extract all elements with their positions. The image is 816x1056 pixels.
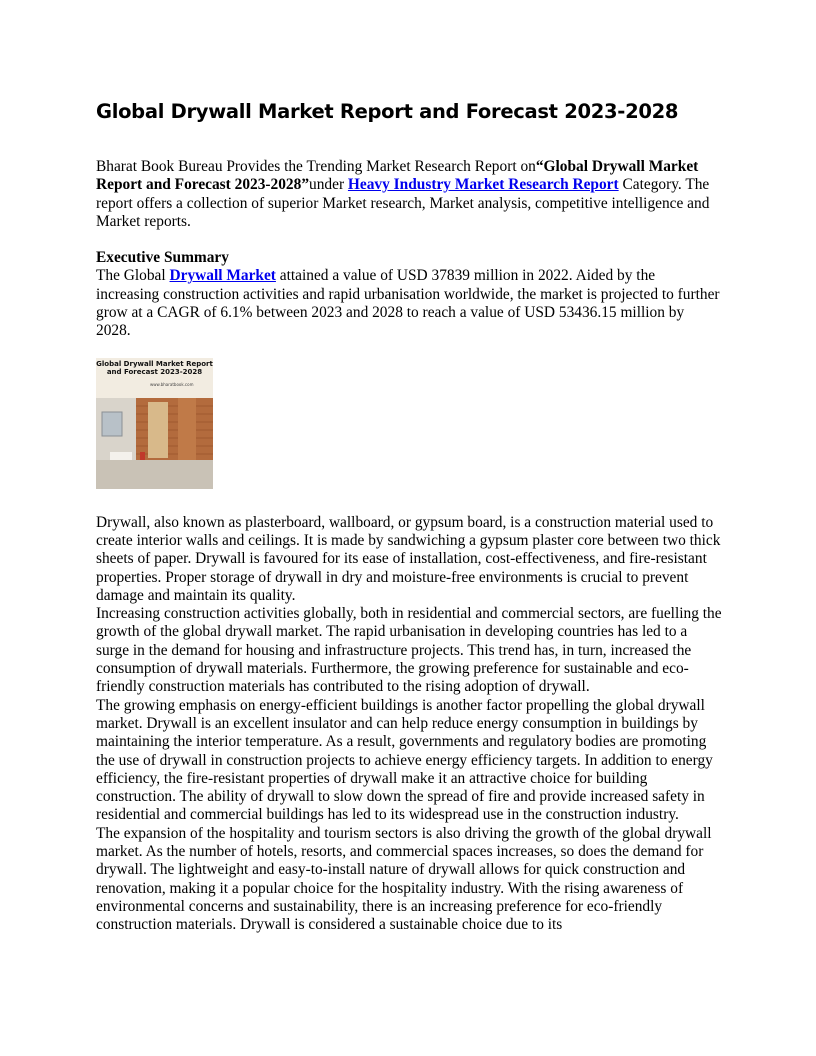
report-cover-image [96,358,213,489]
intro-paragraph [96,158,722,231]
drywall-market-link[interactable]: Drywall Market [169,267,276,285]
intro-text-3: Category. The report offers a collection of superior Market research, Market analysis, competitive intelligence and Market reports. [96,176,710,230]
document-page [96,98,722,935]
page-title: Global Drywall Market Report and Forecast 2023-2028 [96,100,679,123]
executive-summary-heading: Executive Summary [96,249,229,267]
body-paragraph-3: The growing emphasis on energy-efficient buildings is another factor propelling the global drywall market. Drywall is an excellent insulator and can help reduce energy consumption in buildings by maintaining the interior temperature. As a result, governments and regulatory bodies are promoting the use of drywall in construction projects to achieve energy efficiency targets. In addition to energy efficiency, the fire-resistant properties of drywall make it an attractive choice for building construction. The ability of drywall to slow down the spread of fire and provide increased safety in residential and commercial buildings has led to its widespread use in the construction industry. [96,696,713,824]
body-paragraph-4: The expansion of the hospitality and tourism sectors is also driving the growth of the global drywall market. As the number of hotels, resorts, and commercial spaces increases, so does the demand for drywall. The lightweight and easy-to-install nature of drywall allows for quick construction and renovation, making it a popular choice for the hospitality industry. With the rising awareness of environmental concerns and sustainability, there is an increasing preference for eco-friendly construction materials. Drywall is considered a sustainable choice due to its [96,824,712,934]
heavy-industry-report-link[interactable]: Heavy Industry Market Research Report [347,176,619,194]
summary-text-2: attained a value of USD 37839 million in 2022. Aided by the increasing construction activities and rapid urbanisation worldwide, the market is projected to further grow at a CAGR of 6.1% between 2023 and 2028 to reach a value of USD 53436.15 million by 2028. [96,267,720,340]
intro-text-1: Bharat Book Bureau Provides the Trending Market Research Report on [96,158,536,175]
room-illustration [96,398,213,489]
executive-summary-paragraph [96,267,722,340]
intro-text-2: under [309,176,348,194]
body-paragraph-1: Drywall, also known as plasterboard, wallboard, or gypsum board, is a construction material used to create interior walls and ceilings. It is made by sandwiching a gypsum plaster core between two thick sheets of paper. Drywall is favoured for its ease of installation, cost-effectiveness, and fire-resistant properties. Proper storage of drywall in dry and moisture-free environments is crucial to prevent damage and maintain its quality. [96,513,721,604]
cover-url: www.bharatbook.com [150,381,194,387]
cover-title: Global Drywall Market Report and Forecast 2023-2028 [96,359,213,377]
body-paragraph-2: Increasing construction activities globally, both in residential and commercial sectors, are fuelling the growth of the global drywall market. The rapid urbanisation in developing countries has led to a surge in the demand for housing and infrastructure projects. This trend has, in turn, increased the consumption of drywall materials. Furthermore, the growing preference for sustainable and eco-friendly construction materials has contributed to the rising adoption of drywall. [96,605,722,696]
summary-text-1: The Global [96,267,170,285]
intro-report-title: “Global Drywall Market Report and Forecast 2023-2028” [96,158,699,194]
